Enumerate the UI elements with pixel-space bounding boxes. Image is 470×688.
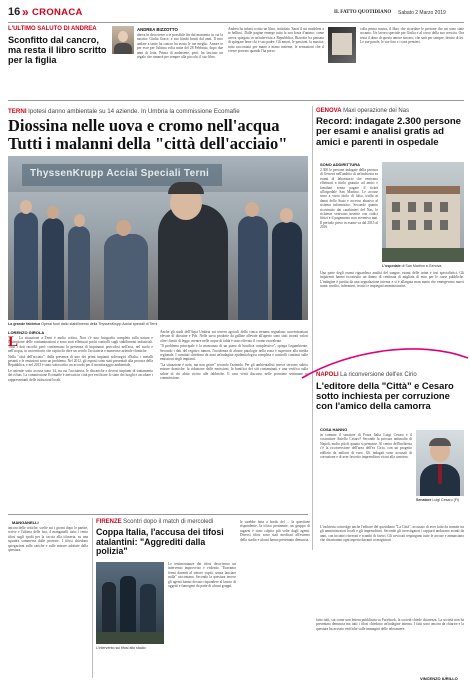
main-col2-para1: Anche gli studi dell'Arpa Umbria sui terreni agricoli della conca ternana segnalano concentrazioni elevate di diossine e Pcb. Nelle uova prodotte da galline allevate all'aperto sono stati trovati valori oltre i limiti di legge, mentre nelle acque di falda è stato rilevato il cromo esavalente.	[160, 330, 308, 343]
main-photo-caption	[8, 322, 308, 326]
top-story-photo	[112, 26, 134, 54]
main-story-byline: LORENZO GIROLA	[8, 330, 45, 335]
top-story-col2: Andrea ha infatti scritto un libro, intitolato 'Sarai il sui madeleni a te bellina'. Dalle pagine emerge tutta la sua forza d'animo: come aveva spiegato in un'intervista a Repubblica, Bizzotto ha pensato di spiegare bene chi è suo padre. Gli amori, le passioni, la musica; tutto raccontato per mano a mano insieme, le sensazioni che il vivere provato quando l'ha perso.	[228, 27, 324, 54]
bottom-signature: VINCENZO IURILLO	[420, 676, 458, 681]
book-cover-photo	[328, 27, 356, 63]
page-number: 16	[8, 6, 21, 18]
masthead	[8, 6, 464, 20]
main-story-kicker-text: Ipotesi danno ambientale su 14 aziende. In Umbria la commissione Ecomafie	[28, 108, 240, 115]
main-col2-para3: "La situazione è nota, ma non grave" secondo l'azienda. Per gli ambientalisti invece servono subito misure drastiche: la riduzione delle emissioni, la bonifica dei siti contaminati e una verifica sulla salute di chi abita vicino alle fabbriche. Il caso verrà discusso nelle prossime settimane in commissione.	[160, 362, 308, 381]
napoli-caption-label: Senatore	[416, 498, 432, 502]
main-story-kicker-label: TERNI	[8, 108, 27, 115]
side-story-genova	[316, 106, 464, 366]
napoli-photo-caption	[416, 498, 464, 502]
bottom-left-byline: MANGANELLI	[12, 520, 39, 525]
main-col1-para3: Le aziende sotto accusa sono 14, tra cui l'acciaieria, le discariche e diversi impianti di trattamento dei rifiuti. La commissione Ecomafie è arrivata in città per verificare lo stato dei luoghi e ascoltare i rappresentanti delle istituzioni locali.	[8, 368, 153, 382]
main-story	[8, 106, 308, 576]
main-story-photo	[8, 156, 308, 320]
napoli-caption-text: Luigi Cesaro (FI)	[432, 498, 460, 502]
napoli-title: L'editore della "Città" e Cesaro sotto inchiesta per corruzione con l'amico della camorra	[316, 380, 454, 412]
genova-caption-text: di San Martino a Genova	[401, 264, 442, 268]
section-name: CRONACA	[32, 7, 83, 18]
firenze-kicker-text: Scontri dopo il match di mercoledì	[123, 519, 214, 525]
main-story-col1	[8, 336, 153, 486]
column-separator	[312, 106, 313, 550]
genova-caption-label: L'ospedale	[382, 264, 401, 268]
genova-kicker-text: Maxi operazione dei Nas	[343, 108, 410, 114]
firenze-title: Coppa Italia, l'accusa dei tifosi atalantini: "Aggrediti dalla polizia"	[96, 527, 224, 557]
napoli-body-2: L'inchiesta coinvolge anche l'editore del quotidiano "La Città", accusato di aver fatto da tramite tra gli amministratori locali e gli imprenditori. Secondo gli investigatori i rapporti andavano avanti da anni, con incontri riservati e scambi di favori. Gli avvocati respingono tutte le accuse e annunciano che chiariranno ogni aspetto davanti ai magistrati.	[320, 525, 464, 543]
main-col1-para1: La situazione a Terni è molto critica. Non c'è una fotografia completa sulla natura e l'estensione delle contaminazioni e sono stati effettuati pochi controlli sugli stabilimenti industriali. Tutti i dati raccolti però confermano la presenza di inquinanti pericolosi nell'aria, nel suolo e nell'acqua, in un territorio che ospita da oltre un secolo l'acciaieria e numerose aziende chimiche.	[8, 336, 153, 354]
paper-name: IL FATTO QUOTIDIANO	[334, 10, 392, 15]
top-story-title: Sconfitto dal cancro, ma resta il libro scritto per la figlia	[8, 35, 107, 65]
genova-kicker	[316, 108, 409, 114]
main-story-title-line2: Tutti i malanni della "città dell'acciaio"	[8, 134, 288, 153]
main-story-kicker	[8, 108, 240, 115]
drop-cap: L	[8, 334, 19, 350]
firenze-kicker	[96, 519, 214, 525]
bottom-left-separator	[92, 518, 93, 678]
genova-photo	[382, 162, 464, 262]
genova-photo-caption	[382, 264, 464, 268]
napoli-kicker	[316, 372, 417, 378]
firenze-kicker-label: FIRENZE	[96, 519, 122, 525]
genova-kicker-label: GENOVA	[316, 108, 342, 114]
genova-byline: SONO ADDIRITTURA	[320, 162, 361, 167]
masthead-rule	[8, 22, 464, 23]
firenze-photo-caption: L'intervento sui tifosi allo stadio	[96, 646, 146, 650]
firenze-col1: Le testimonianze dei tifosi descrivono un intervento improvviso e violento. "Eravamo fermi davanti al settore ospiti, senza lanciare nulla" raccontano. Secondo la questura invece gli agenti hanno dovuto rispondere al lancio di oggetti e fumogeni da parte di alcuni gruppi.	[168, 562, 236, 589]
napoli-byline: COSA HANNO	[320, 427, 348, 432]
top-story-byline: ANDREA BIZZOTTO	[137, 27, 178, 32]
genova-body: 2.300 le persone indagate dalla procura di Genova nell'ambito di un'inchiesta su esami di laboratorio che venivano effettuati a titolo gratuito ad amici e familiari senza pagare il ticket all'ospedale San Martino. Le accuse sono a vario titolo di falso, truffa ai danni dello Stato e accesso abusivo al sistema informatico. Secondo quanto ricostruito dai carabinieri del Nas, le richieste venivano inserite con codici fittizi e il pagamento non avveniva mai. Il periodo preso in esame va dal 2015 al 2016.	[320, 168, 378, 230]
top-story-kicker: L'ULTIMO SALUTO DI ANDREA	[8, 26, 97, 32]
napoli-photo	[416, 430, 464, 496]
main-col2-para2: "Il problema principale è la mancanza di un piano di bonifica complessivo", spiega Legambiente. Secondo i dati del registro tumori, l'incidenza di alcune patologie nella zona è superiore alla media regionale. I comitati chiedono da anni un'indagine epidemiologica completa e controlli continui sulle emissioni degli impianti.	[160, 344, 308, 362]
section-arrows: »	[22, 5, 29, 19]
main-photo-caption-text: Operai fuori dallo stabilimento della ThyssenKrupp Acciai speciali di Terni	[41, 322, 158, 326]
top-story-col3: colla prima nostra, il libro che ricordare le persone che mi sono state accanto. Un lavoro speciale per Giulia e al corso della sua crescita. Ora resta il dono di questo amore sincero, che sarà per sempre, dentro di lei. Le sue parole, le sue foto e i suoi pensieri.	[360, 27, 464, 45]
napoli-kicker-label: NAPOLI	[316, 372, 339, 378]
genova-title: Record: indagate 2.300 persone per esami e analisi gratis ad amici e parenti in ospedale	[316, 116, 462, 148]
masthead-date: Sabato 2 Marzo 2019	[398, 10, 446, 16]
main-story-col2	[160, 330, 308, 486]
genova-body-2: Una parte degli esami riguardava analisi del sangue, esami delle urine e test specialistici. Gli inquirenti hanno ricostruito un danno di centinaia di migliaia di euro per le casse pubbliche. L'indagine è partita da una segnalazione interna e si è allargata man mano che emergevano nuovi nomi: medici, infermieri, tecnici e impiegati amministrativi.	[320, 271, 464, 289]
firenze-col2: le sarebbe fatta a bordo del ... la questione rispondente, la tifosa pertinente, un gruppo di ragazzi è stato colpito più volte dagli agenti. Diversi tifosi sono stati medicati all'esterno dello stadio e alcuni hanno presentato denuncia.	[240, 520, 310, 542]
bottom-left-story	[8, 518, 88, 678]
bottom-rule	[8, 514, 308, 515]
main-story-title-line1: Diossina nelle uova e cromo nell'acqua	[8, 116, 280, 135]
bottom-left-body: ancora delle critiche, scelte sui i giorni dopo le partite, scrive e l'ultima delle fasi, 4 manganelli tutto i cento tifosi sugli spalti per la caccia alla tifoseria, su una squadra sommersa dalle proteste. I tifosi chiedono spiegazioni sulle cariche e sulle misure adottate dalla questura.	[8, 526, 88, 553]
top-story-col1: abeva in descrivere a te possibile fin dal momento in cui la nascita: Giulia Grace, a suo bimbi brutti dal anni. Il mio andare a tanto ha cancro ha avuto le tue meglio. Amore te per esce per l'ultima volta notte del 28 Febbraio, dopo due anni di lotta. Prima di andarsene, però, ha lasciato un regalo che rimarrà per sempre alla piccola: il suo libro.	[137, 33, 223, 60]
bottom-center-col3: fatto tutti, sui come una lettera pubblicata su Facebook, la società chiede chiarezza. La società non ha presentato denuncia ma tutti i tifosi chiedono un'indagine interna. I fatti sono ancora da chiarire e la questura ha avviato verifiche sulle immagini delle telecamere.	[316, 618, 464, 631]
firenze-photo	[96, 562, 164, 644]
bottom-center-story	[96, 518, 310, 680]
top-story-rule	[8, 100, 464, 101]
napoli-kicker-text: La riconversione dell'ex Cirio	[340, 372, 417, 378]
main-col1-para2: Nella "città dell'acciaio", dalla presenza di uno dei primi impianti siderurgici d'Italia, i metalli pesanti e le emissioni sono un problema. Nel 2012, gli esposti sono stati presentati alla procura della Repubblica, e nel 2013 è stato sottoscritto un accordo per il monitoraggio ambientale.	[8, 354, 153, 368]
side-story-napoli	[316, 370, 464, 620]
napoli-body: in comune il senatore di Forza Italia Luigi Cesaro e il costruttore Aniello Cesaro? Secondo la procura antimafia di Napoli, molto più di quanto si pensasse. Al centro dell'inchiesta c'è la riconversione dell'area dell'ex Cirio, con un progetto edilizio da milioni di euro. Gli indagati sono accusati di corruzione e di aver favorito imprenditori vicini alla camorra.	[320, 433, 412, 460]
main-photo-caption-label: La grande fabbrica	[8, 322, 41, 326]
main-photo-sign: ThyssenKrupp Acciai Speciali Terni	[30, 168, 210, 179]
